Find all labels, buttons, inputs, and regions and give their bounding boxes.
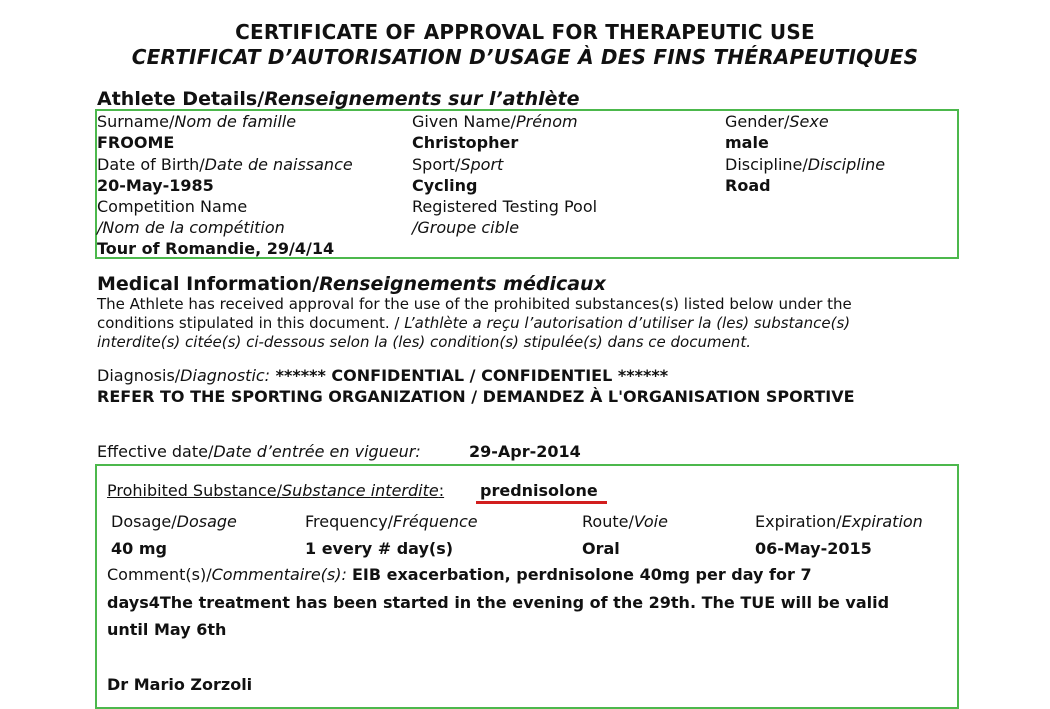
discipline-label: Discipline/Discipline: [725, 155, 886, 174]
discipline-value: Road: [725, 176, 771, 195]
frequency-label: Frequency/Fréquence: [305, 512, 478, 531]
prohibited-substance-label: Prohibited Substance/Substance interdite:: [107, 481, 445, 500]
approval-paragraph-line2: conditions stipulated in this document. / L’athlète a reçu l’autorisation d’utiliser la (les) substance(s): [97, 314, 851, 332]
sport-value: Cycling: [412, 176, 478, 195]
diagnosis-line: Diagnosis/Diagnostic: ****** CONFIDENTIAL / CONFIDENTIEL ******: [97, 366, 669, 385]
certificate-title-fr: CERTIFICAT D’AUTORISATION D’USAGE À DES FINS THÉRAPEUTIQUES: [131, 45, 919, 69]
athlete-heading-en: Athlete Details/: [97, 88, 265, 110]
pool-label-fr: /Groupe cible: [412, 218, 520, 237]
athlete-details-heading: [97, 88, 580, 110]
sport-label: Sport/Sport: [412, 155, 504, 174]
approval-paragraph-line1: The Athlete has received approval for the use of the prohibited substances(s) listed below under the: [97, 295, 852, 313]
given-name-label: Given Name/Prénom: [412, 112, 578, 131]
effective-date-label: Effective date/Date d’entrée en vigueur:: [97, 442, 421, 461]
given-name-value: Christopher: [412, 133, 519, 152]
substance-name: prednisolone: [480, 481, 598, 500]
pool-label-en: Registered Testing Pool: [412, 197, 598, 216]
effective-date-value: 29-Apr-2014: [469, 442, 581, 461]
substance-red-underline: [476, 501, 607, 504]
refer-to-organization: REFER TO THE SPORTING ORGANIZATION / DEMANDEZ À L'ORGANISATION SPORTIVE: [97, 387, 855, 406]
certificate-title-en: CERTIFICATE OF APPROVAL FOR THERAPEUTIC USE: [235, 20, 815, 44]
dob-label: Date of Birth/Date de naissance: [97, 155, 353, 174]
gender-value: male: [725, 133, 769, 152]
dosage-value: 40 mg: [111, 539, 167, 558]
competition-label-fr: /Nom de la compétition: [97, 218, 285, 237]
dob-value: 20-May-1985: [97, 176, 214, 195]
expiration-value: 06-May-2015: [755, 539, 872, 558]
surname-label: Surname/Nom de famille: [97, 112, 297, 131]
surname-value: FROOME: [97, 133, 175, 152]
comment-line2: days4The treatment has been started in the evening of the 29th. The TUE will be valid: [107, 593, 890, 612]
competition-value: Tour of Romandie, 29/4/14: [97, 239, 335, 258]
medical-info-heading: Medical Information/Renseignements médicaux: [97, 273, 606, 295]
route-label: Route/Voie: [582, 512, 668, 531]
expiration-label: Expiration/Expiration: [755, 512, 923, 531]
gender-label: Gender/Sexe: [725, 112, 829, 131]
route-value: Oral: [582, 539, 620, 558]
dosage-label: Dosage/Dosage: [111, 512, 237, 531]
competition-label-en: Competition Name: [97, 197, 248, 216]
signatory-name: Dr Mario Zorzoli: [107, 675, 253, 694]
frequency-value: 1 every # day(s): [305, 539, 454, 558]
athlete-heading-fr: Renseignements sur l’athlète: [264, 88, 580, 110]
diagnosis-value: ****** CONFIDENTIAL / CONFIDENTIEL ******: [270, 366, 669, 385]
comment-line1: Comment(s)/Commentaire(s): EIB exacerbation, perdnisolone 40mg per day for 7: [107, 565, 812, 584]
approval-paragraph-line3: interdite(s) citée(s) ci-dessous selon la (les) condition(s) stipulée(s) dans ce document.: [97, 333, 751, 351]
comment-line3: until May 6th: [107, 620, 227, 639]
